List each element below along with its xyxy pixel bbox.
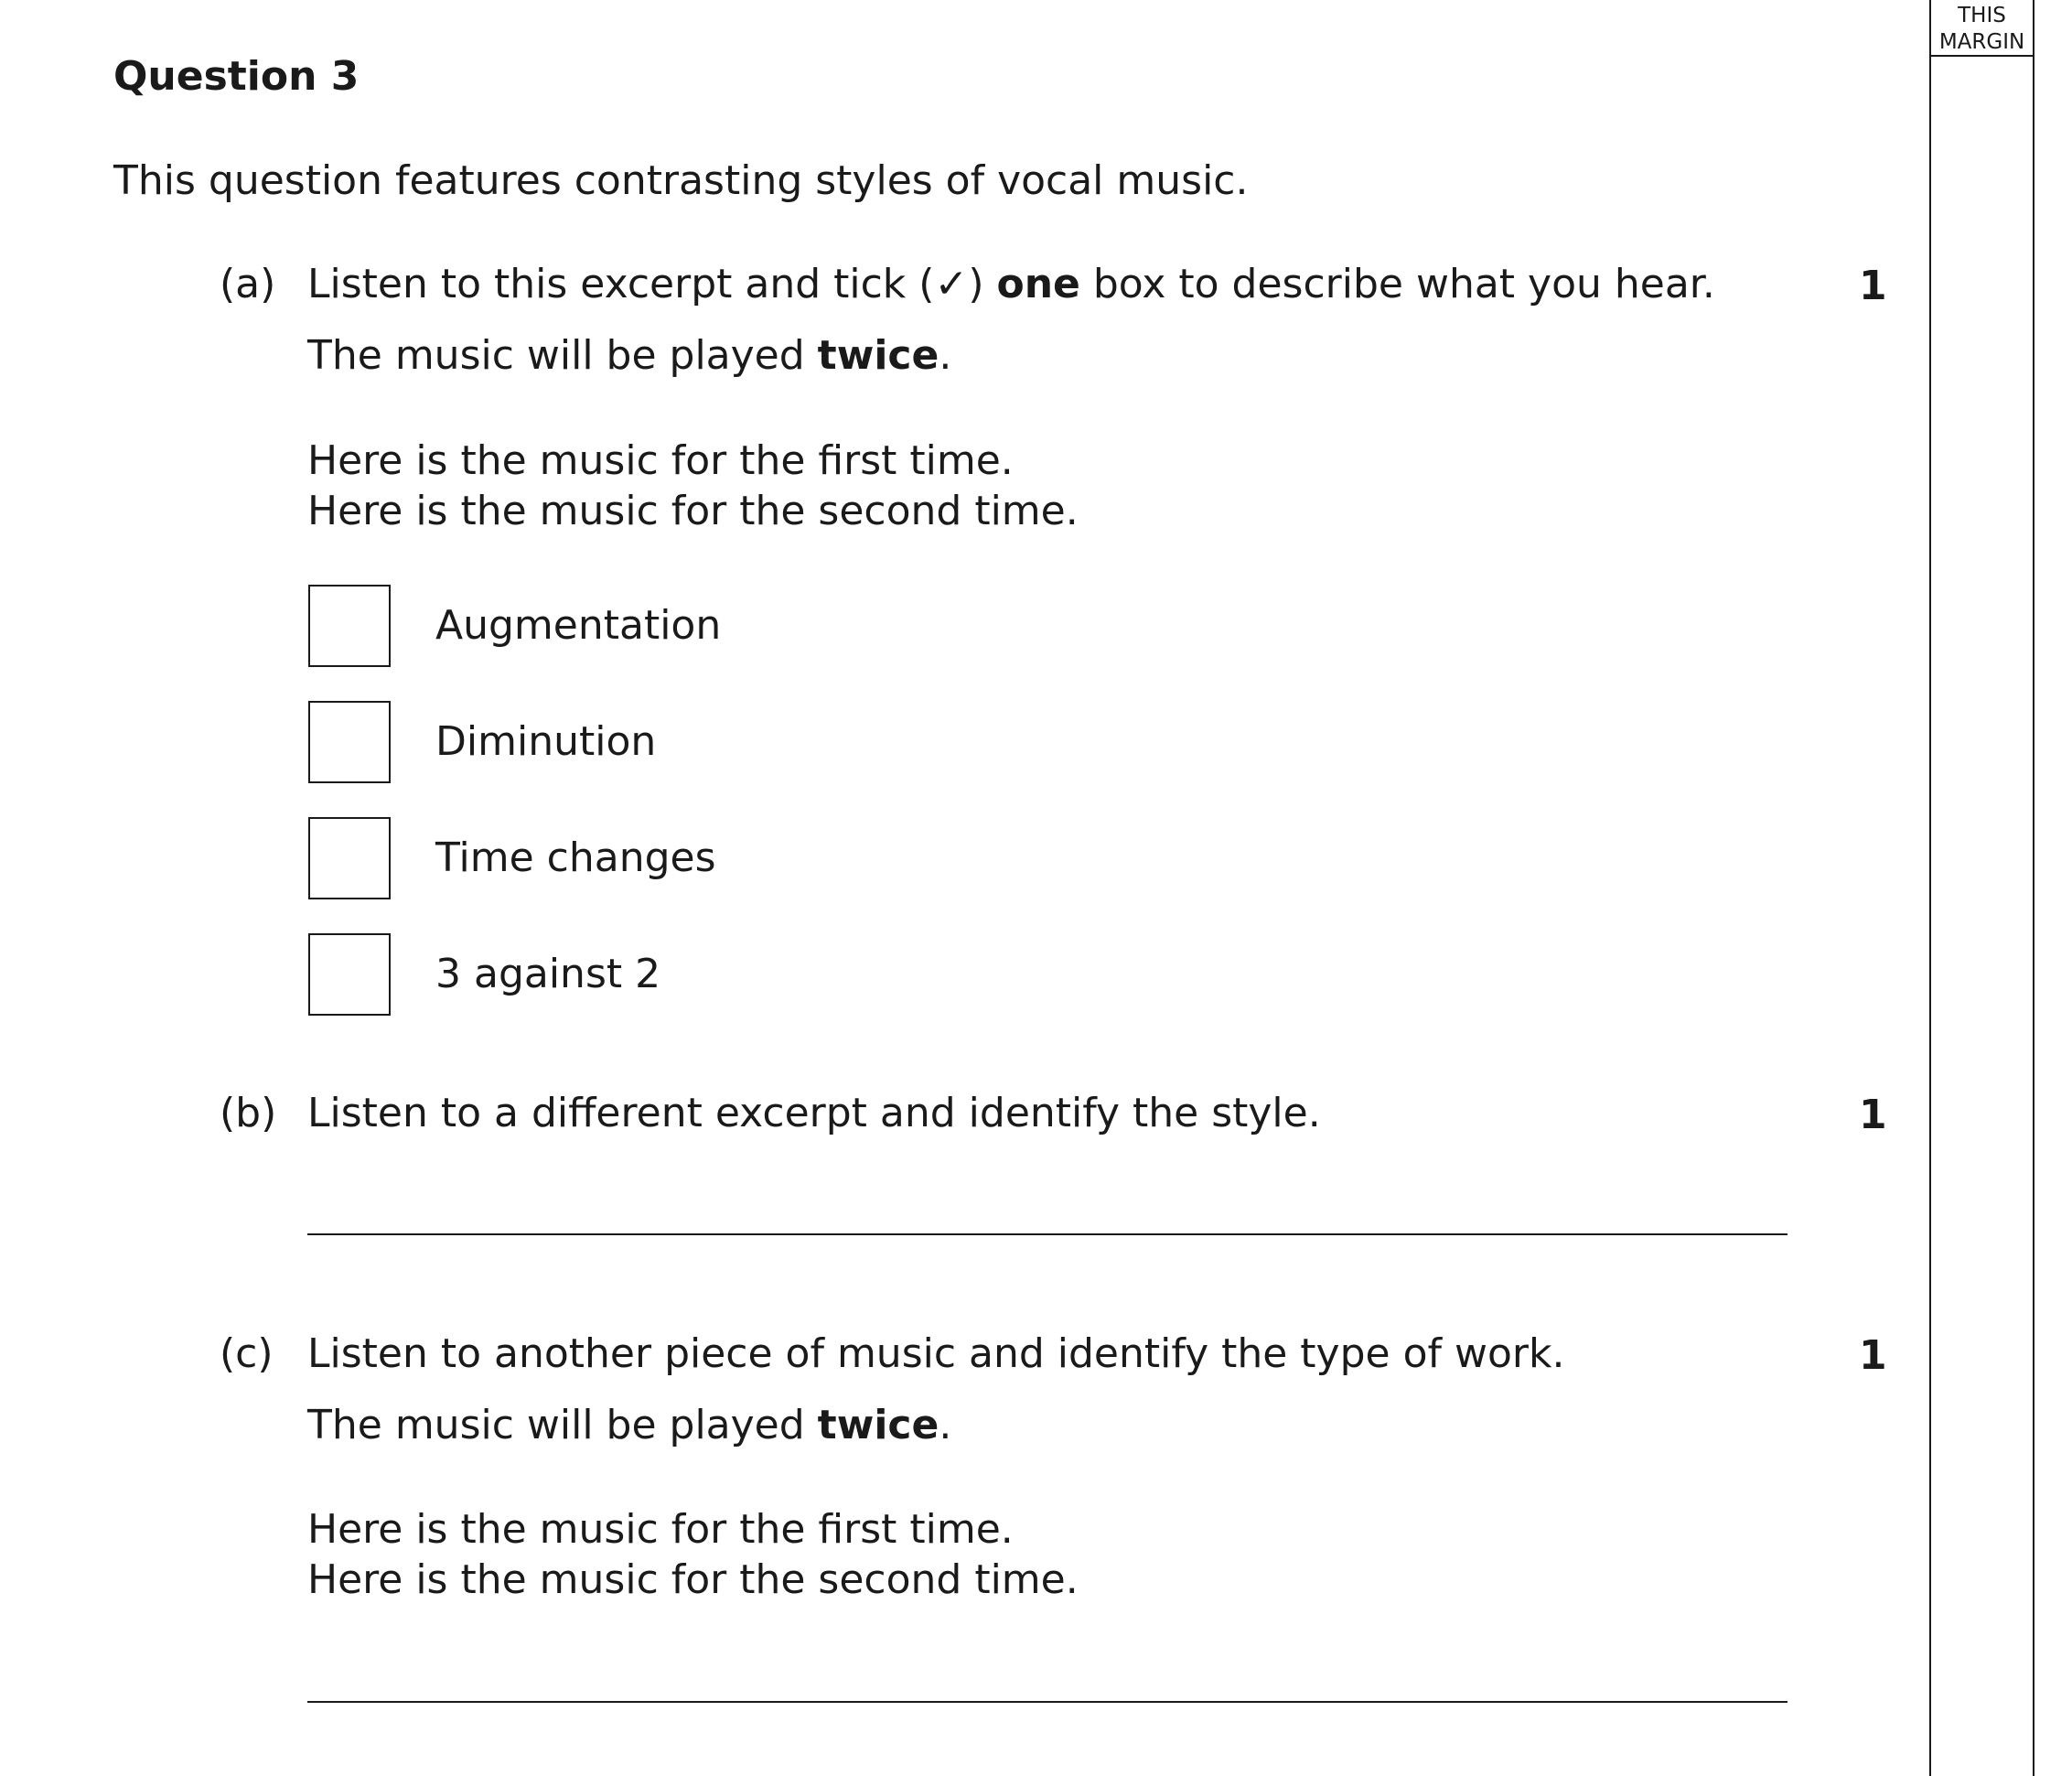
question-intro: This question features contrasting styles of vocal music. <box>113 157 1249 204</box>
question-title: Question 3 <box>113 53 360 100</box>
part-b-answer-line[interactable] <box>307 1233 1788 1235</box>
part-b-label: (b) <box>220 1090 277 1136</box>
part-a-marks: 1 <box>1859 263 1887 309</box>
margin-label-line1: THIS <box>1958 4 2006 27</box>
part-b-marks: 1 <box>1859 1092 1887 1138</box>
tickbox-diminution[interactable] <box>308 701 391 783</box>
part-c-label: (c) <box>220 1330 274 1377</box>
margin-column <box>1929 0 2034 1776</box>
part-c-played-note: The music will be played twice. <box>307 1402 952 1448</box>
option-diminution-label: Diminution <box>435 718 657 765</box>
part-c-instruction: Listen to another piece of music and identify the type of work. <box>307 1330 1565 1377</box>
part-b-instruction: Listen to a different excerpt and identify the style. <box>307 1090 1321 1136</box>
margin-label-line2: MARGIN <box>1938 30 2025 54</box>
tickbox-augmentation[interactable] <box>308 585 391 667</box>
margin-label <box>1931 0 2033 57</box>
part-a-first-time: Here is the music for the first time. <box>307 437 1014 484</box>
part-a-second-time: Here is the music for the second time. <box>307 488 1079 534</box>
option-3-against-2-label: 3 against 2 <box>435 951 661 997</box>
part-c-marks: 1 <box>1859 1332 1887 1379</box>
option-augmentation-label: Augmentation <box>435 602 722 649</box>
part-a-instruction: Listen to this excerpt and tick (✓) one box to describe what you hear. <box>307 261 1715 307</box>
part-c-answer-line[interactable] <box>307 1701 1788 1703</box>
tickbox-time-changes[interactable] <box>308 817 391 899</box>
part-a-played-note: The music will be played twice. <box>307 332 952 379</box>
part-c-second-time: Here is the music for the second time. <box>307 1556 1079 1603</box>
tick-symbol: ✓ <box>934 261 969 307</box>
part-c-first-time: Here is the music for the first time. <box>307 1506 1014 1553</box>
part-a-label: (a) <box>220 261 276 307</box>
option-time-changes-label: Time changes <box>435 834 716 881</box>
tickbox-3-against-2[interactable] <box>308 933 391 1016</box>
